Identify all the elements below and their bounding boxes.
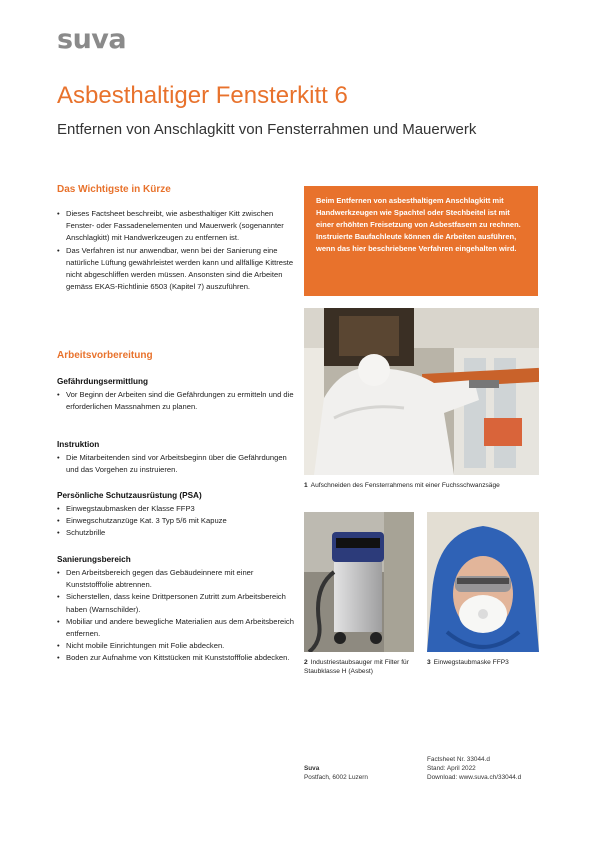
list-item: • Nicht mobile Einrichtungen mit Folie abdecken. (57, 640, 297, 652)
summary-list (57, 208, 297, 293)
instruction-list (57, 452, 297, 476)
instruction-title: Instruktion (57, 440, 100, 449)
page-title: Asbesthaltiger Fensterkitt 6 (57, 82, 348, 109)
list-item: • Die Mitarbeitenden sind vor Arbeitsbeginn über die Gefährdungen und das Vorgehen zu instruieren. (57, 452, 297, 476)
list-item: • Boden zur Aufnahme von Kittstücken mit Kunststofffolie abdecken. (57, 652, 297, 664)
ppe-list (57, 503, 297, 540)
list-item: • Einwegschutzanzüge Kat. 3 Typ 5/6 mit Kapuze (57, 515, 297, 527)
photo-vacuum (304, 512, 414, 652)
footer-org-name: Suva (304, 765, 320, 772)
footer-factsheet: Factsheet Nr. 33044.d (427, 756, 490, 763)
caption-number: 3 (427, 659, 431, 666)
caption-text: Aufschneiden des Fensterrahmens mit einer Fuchsschwanzsäge (310, 482, 500, 489)
summary-heading: Das Wichtigste in Kürze (57, 184, 171, 195)
list-item: • Mobiliar und andere bewegliche Materialien aus dem Arbeitsbereich entfernen. (57, 616, 297, 640)
list-item: • Dieses Factsheet beschreibt, wie asbesthaltiger Kitt zwischen Fenster- oder Fassadenelementen und Mauerwerk (sogenannter Anschlagkitt) mit Handwerkzeugen zu entfernen ist. (57, 208, 297, 245)
risk-list (57, 389, 297, 413)
warning-callout: Beim Entfernen von asbesthaltigem Anschlagkitt mit Handwerkzeugen wie Spachtel oder Stechbeitel ist mit einer erhöhten Freisetzung von Asbestfasern zu rechnen. Instruierte Baufachleute können die Arbeiten ausführen, wenn das hier beschriebene Verfahren eingehalten wird. (304, 186, 538, 296)
caption-number: 1 (304, 482, 308, 489)
list-item: • Vor Beginn der Arbeiten sind die Gefährdungen zu ermitteln und die erforderlichen Massnahmen zu planen. (57, 389, 297, 413)
caption-3 (427, 658, 542, 667)
footer-download: Download: www.suva.ch/33044.d (427, 774, 522, 781)
list-item: • Den Arbeitsbereich gegen das Gebäudeinnere mit einer Kunststofffolie abtrennen. (57, 567, 297, 591)
footer-stand: Stand: April 2022 (427, 765, 476, 772)
caption-text: Einwegstaubmaske FFP3 (433, 659, 509, 666)
photo-window-frame (304, 308, 539, 475)
area-title: Sanierungsbereich (57, 555, 131, 564)
list-item: • Das Verfahren ist nur anwendbar, wenn bei der Sanierung eine natürliche Lüftung gewährleistet werden kann und allfällige Kittreste nicht abgeschliffen werden müssen. Ansonsten sind die Arbeiten gemäss EKAS-Richtlinie 6503 (Kapitel 7) auszuführen. (57, 245, 297, 294)
caption-1 (304, 481, 544, 490)
footer-address: Postfach, 6002 Luzern (304, 774, 368, 781)
footer-org (304, 764, 368, 782)
page-subtitle: Entfernen von Anschlagkitt von Fensterrahmen und Mauerwerk (57, 121, 477, 138)
suva-logo: suva (57, 24, 127, 55)
footer-meta (427, 755, 521, 782)
risk-title: Gefährdungsermittlung (57, 377, 148, 386)
area-list (57, 567, 297, 665)
list-item: • Einwegstaubmasken der Klasse FFP3 (57, 503, 297, 515)
prep-heading: Arbeitsvorbereitung (57, 350, 153, 361)
caption-number: 2 (304, 659, 308, 666)
list-item: • Schutzbrille (57, 527, 297, 539)
caption-2 (304, 658, 414, 676)
caption-text: Industriestaubsauger mit Filter für Staubklasse H (Asbest) (304, 659, 409, 675)
photo-mask (427, 512, 539, 652)
list-item: • Sicherstellen, dass keine Drittpersonen Zutritt zum Arbeitsbereich haben (Warnschilder). (57, 591, 297, 615)
ppe-title: Persönliche Schutzausrüstung (PSA) (57, 491, 202, 500)
